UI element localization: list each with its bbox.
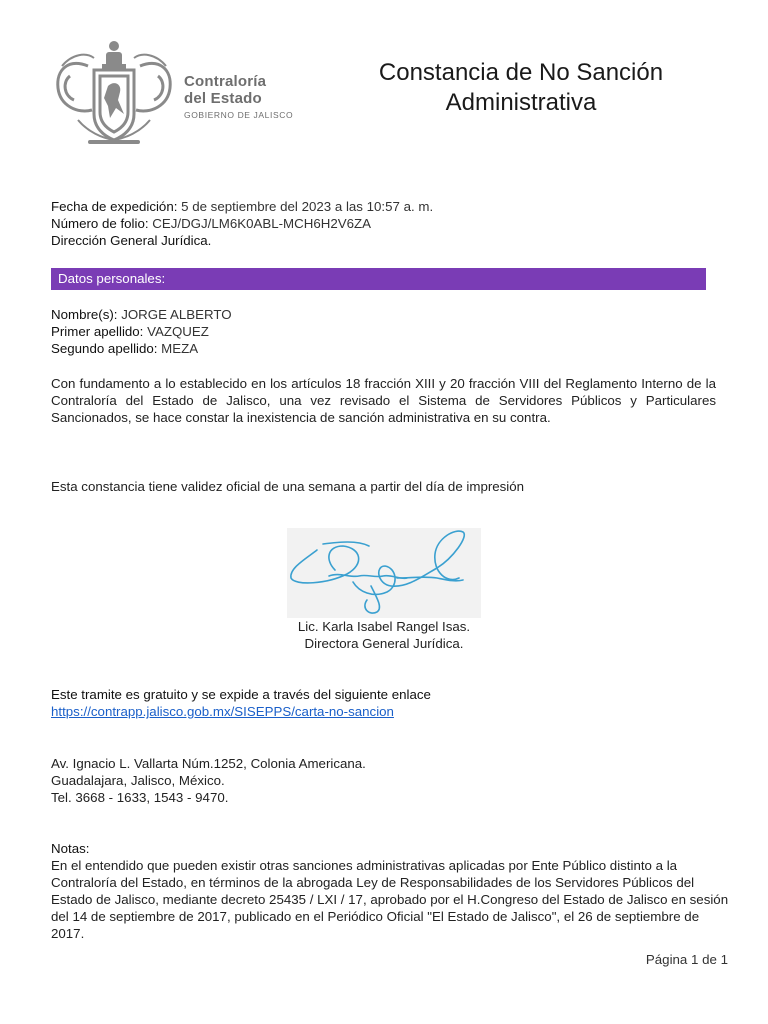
logo-line3: GOBIERNO DE JALISCO <box>184 110 294 120</box>
tramite-text: Este tramite es gratuito y se expide a través del siguiente enlace <box>51 687 431 702</box>
address-line1: Av. Ignacio L. Vallarta Núm.1252, Colonia Americana. <box>51 756 366 771</box>
section-bar-datos-personales <box>51 268 706 290</box>
notes <box>51 840 731 942</box>
address <box>51 755 716 806</box>
notes-text: En el entendido que pueden existir otras sanciones administrativas aplicadas por Ente Público distinto a la Contraloría del Estado, en términos de la abrogada Ley de Responsabilidades de los Servidores Públicos del Estado de Jalisco, mediante decreto 25435 / LXI / 17, aprobado por el H.Congreso del Estado de Jalisco en sesión del 14 de septiembre de 2017, publicado en el Periódico Oficial "El Estado de Jalisco", el 26 de septiembre de 2017. <box>51 858 729 941</box>
segundo-apellido-value: MEZA <box>157 341 199 356</box>
folio-value: CEJ/DGJ/LM6K0ABL-MCH6H2V6ZA <box>148 216 371 231</box>
page-title <box>320 58 722 118</box>
sisepps-link[interactable]: https://contrapp.jalisco.gob.mx/SISEPPS/carta-no-sancion <box>51 704 394 719</box>
jalisco-coat-of-arms-icon <box>48 36 180 146</box>
fecha-label: Fecha de expedición: <box>51 199 178 214</box>
logo-line1: Contraloría <box>184 73 267 90</box>
direccion-label: Dirección General Jurídica. <box>51 233 212 248</box>
address-line3: Tel. 3668 - 1633, 1543 - 9470. <box>51 790 229 805</box>
validez-paragraph: Esta constancia tiene validez oficial de una semana a partir del día de impresión <box>51 479 525 494</box>
nombre-label: Nombre(s): <box>51 307 118 322</box>
address-line2: Guadalajara, Jalisco, México. <box>51 773 225 788</box>
signature-image <box>287 528 481 618</box>
folio-row <box>51 215 716 232</box>
primer-apellido-value: VAZQUEZ <box>143 324 209 339</box>
notes-label: Notas: <box>51 841 90 856</box>
segundo-apellido-row <box>51 340 716 357</box>
tramite-info <box>51 686 716 720</box>
signatory-position: Directora General Jurídica. <box>304 636 464 651</box>
personal-data <box>51 306 716 357</box>
signatory-name: Lic. Karla Isabel Rangel Isas. <box>297 619 471 634</box>
fundamento-paragraph: Con fundamento a lo establecido en los artículos 18 fracción XIII y 20 fracción VIII del Reglamento Interno de la Contraloría del Estado de Jalisco, una vez revisado el Sistema de Servidores Públicos y Particulares Sancionados, se hace constar la inexistencia de sanción administrativa en su contra. <box>51 376 716 425</box>
title-line2: Administrativa <box>445 89 597 116</box>
primer-apellido-row <box>51 323 716 340</box>
logo-text <box>184 73 293 121</box>
handwritten-signature-icon <box>287 528 481 618</box>
title-line1: Constancia de No Sanción <box>378 59 664 86</box>
logo-line2: del Estado <box>184 90 262 107</box>
page-number: Página 1 de 1 <box>645 952 728 967</box>
fecha-row <box>51 198 716 215</box>
folio-label: Número de folio: <box>51 216 149 231</box>
signatory <box>234 618 534 652</box>
issue-details <box>51 198 716 249</box>
nombre-row <box>51 306 716 323</box>
segundo-apellido-label: Segundo apellido: <box>51 341 158 356</box>
fecha-value: 5 de septiembre del 2023 a las 10:57 a. m. <box>177 199 434 214</box>
contraloria-logo <box>48 36 310 146</box>
nombre-value: JORGE ALBERTO <box>117 307 232 322</box>
section-bar-label: Datos personales: <box>58 271 166 286</box>
primer-apellido-label: Primer apellido: <box>51 324 144 339</box>
